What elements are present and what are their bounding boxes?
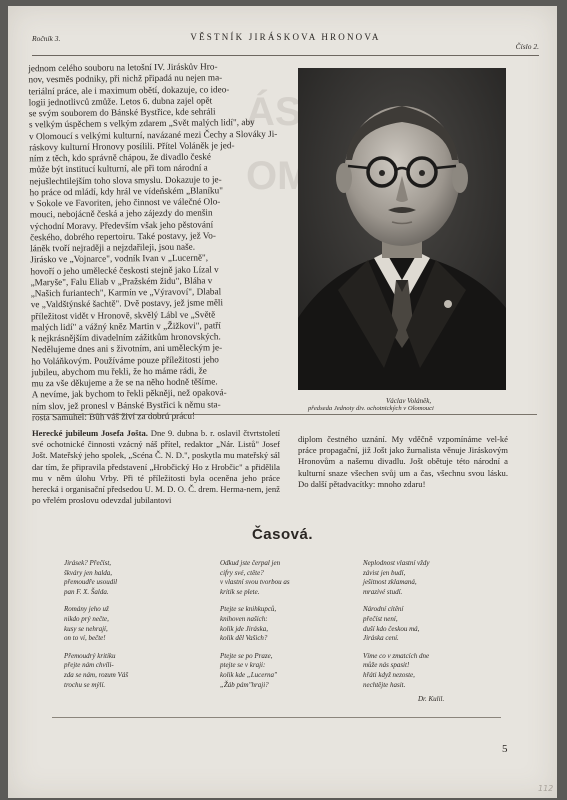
article-line: českého, dobrého repertoiru. Také postavy, jež Vo- [30,230,216,243]
poem-stanza [64,605,194,643]
poem-line: on to ví, bečte! [64,634,106,643]
poem-column-1 [64,559,194,698]
article-line: v Olomoucí s velkými kulturní, navázané mezi Čechy a Slováky Ji- [28,128,278,141]
article-line: „Našich furiantech", Karmín ve „Výravoví", Dlabal [30,286,222,299]
poem-stanza [220,652,350,690]
poem-line: trochu se mýlí. [64,680,106,689]
issue-label: Číslo 2. [515,42,539,51]
poem-line: zda se nám, rozum Váš [64,670,129,679]
poem-line: přejte nám chvíli- [64,661,114,670]
bleed-through-shadow: ÁS [246,90,302,134]
jubilee-article [32,428,280,506]
poem-stanza [220,605,350,643]
photo-caption-role: předseda Jednoty div. ochotnických v Olomouci [308,405,434,412]
portrait-illustration [298,68,506,390]
article-line: jubileu, abychom mu řekli, že ho máme rádi, že [31,365,207,378]
poem-line: přemoudře usoudil [64,578,118,587]
article-line: příležitost vidět v Hronově, skvělý Lábl ve „Světě [30,308,216,321]
article-line: nov, vesměs podniky, při nichž připadá nu nejen ma- [28,72,223,85]
poem-line: Ptejte se po Praze, [220,651,273,660]
article-line: ráskovy kulturní Hronovy posílili. Přítel Voláněk je jed- [29,139,235,153]
article-line: rosta Samuhel: Bůh váš živí za dobrú prácu! [31,410,196,423]
poem-line: nechtějte hasit. [363,680,406,689]
poem-line: kolik děl Vašich? [220,634,268,643]
article-line: s velkým úspěchem s velkým zdarem „Svět malých lidí", aby [28,117,255,130]
jubilee-body: Dne 9. dubna b. r. oslavil čtvrtstoletí své ochotnické činnosti vzácný náš přítel, redaktor „Nár. Listů" Josef Jošt. Mateřský jeho spolek, „Scéna Č. N. D.", poskytla mu mateřský sál dar tím, že připravila představení „Hrobčický Ho z Hrobčic" a přidělila mu v něm úlohu Vrby. Při té příležitosti byla oceněna jeho práce herecká i organisační předsedou U. M. D. O. Č. drem. Herma-nem, jenž po vřelém proslovu odevzdal jubilantovi [32,428,280,506]
poem-line: duší kdo českou má, [363,624,420,633]
poem-line: Ptejte se knihkupců, [220,605,277,614]
article-line: logii jednotlivců zmůže. Letos 6. dubna zajel opět [28,95,213,108]
poem-stanza [220,559,350,597]
poem-line: pan F. X. Šalda. [64,587,109,596]
poem-line: kusy se nehrají, [64,624,108,633]
poem-stanza [363,559,513,597]
article-line: může být institucí kulturní, ale při tom národní a [29,162,208,175]
poem-line: knihoven našich: [220,614,268,623]
volume-label: Ročník 3. [32,34,61,43]
poem-stanza [363,652,513,690]
bottom-divider [52,717,501,718]
article-line: Jirásko ve „Vojnarce", vodník Ivan v „Lucerně", [30,252,209,265]
photo-caption-name: Václav Voláněk, [386,397,432,405]
article-line: východní Moravy. Především však jeho pěstování [29,218,214,231]
poem-line: „Žáb pám"hraji? [220,680,269,689]
poem-line: v vlastní svou tvorbou as [220,578,290,587]
poem-line: Romány jeho už [64,605,109,614]
portrait-photo [298,68,506,390]
poem-line: Národní cítění [363,605,404,614]
poem-line: kritik se plete. [220,587,260,596]
poem-column-3 [363,559,513,698]
poem-signature: Dr. Kulil. [418,695,445,703]
page-number: 5 [502,743,508,755]
running-header [32,28,539,56]
poem-line: kolik kde „Lucerna" [220,670,277,679]
poem-line: Jiráska cení. [363,634,399,643]
article-line: ho Voláňkovým. Používáme pouze příležitosti jeho [31,353,219,366]
article-line: „Maryše", Falu Eliab v „Pražském židu", Bláha v [30,275,213,288]
article-line: ním slov, jež pronesl v Bánské Bystřici k němu sta- [31,398,221,411]
poem-stanza [64,559,194,597]
poem-line: škváry jen halda, [64,568,113,577]
poem-line: Neplodnost vlastní vždy [363,559,430,567]
article-line: nejušlechtilejším toho slova smyslu. Dokazuje to je- [29,173,222,186]
article-line: hovoří o jeho umělecké českosti stejně jako Lízal v [30,263,219,276]
poem-line: Odkud jste čerpal jen [220,559,281,567]
poem-column-2 [220,559,350,698]
article-line: se svým souborem do Bánské Bystřice, kde sehráli [28,106,216,119]
poem-line: Víme co v zmatcích dne [363,651,430,660]
article-line: k nejkrásnějším divadelním zážitkům hronovských. [31,331,221,344]
article-line: ho práce od mládí, kdy hrál ve vídeňském „Blaníku" [29,185,223,198]
poem-line: hřáti když nezoste, [363,670,415,679]
poem-line: Přemoudrý kritiku [64,651,116,660]
bleed-through-shadow: OM [246,154,311,198]
poem-title: Časová. [251,526,314,543]
poem-line: nikdo prý nečte, [64,614,109,623]
article-line: A nevíme, jak bychom to řekli pěkněji, než opaková- [31,387,227,400]
poem-stanza [64,652,194,690]
poem-line: ptejte se v kraji: [220,661,266,670]
article-line: malých lidí" a vážný kněz Martin v „Žižkovi", patří [30,320,222,333]
article-line: teriální práce, ale i maximum obětí, dokazuje, co ideo- [28,83,230,96]
periodical-title: VĚSTNÍK JIRÁSKOVA HRONOVA [190,32,381,42]
poem-line: cifry své, ctěte? [220,568,264,577]
article-line: v Sokole ve Favoriten, jeho činnost ve válečné Olo- [29,196,221,209]
poem-line: přečíst není, [363,614,398,623]
jubilee-continuation: diplom čestného uznání. My vděčně vzpomínáme vel-ké práce propagační, již Jošt jako žurnalista věnuje Jiráskovým Hronovům a našemu divadlu. Jošt obětuje této národní a kulturní snaze všechen svůj um a čas, všechnu svou lásku. Do další pětadvacítky: mnoho zdaru! [298,434,508,489]
jubilee-heading: Herecké jubileum Josefa Jošta. [32,428,148,438]
article-line: jednom celého souboru na letošní IV. Jiráskův Hro- [28,61,218,74]
article-line: mouci, nebojácně česká a jeho zájezdy do menšin [29,207,213,220]
article-line: láněk tvoří nejraději a nejzdařileji, jsou naše. [30,241,196,254]
poem-line: mrazivé studí. [363,587,403,596]
poem-line: může nás spasit! [363,661,410,670]
section-divider [32,414,537,415]
pencil-note: 112 [538,784,554,793]
article-line: Nedělujeme dnes ani s životním, ani uměleckým je- [31,342,223,355]
article-line: mu za vše děkujeme a že se na něho hodně těšíme. [31,376,218,389]
article-column [28,61,287,423]
article-line: ním z těch, kdo správně chápou, že divadlo české [29,151,211,164]
poem-stanza [363,605,513,643]
poem-line: Jirásek? Přečíst, [64,559,112,567]
page-sheet [8,6,557,798]
poem-line: závist jen budí, [363,568,406,577]
article-line: ve „Valdštýnské šachtě". Dvě postavy, jež jsme měli [30,297,224,310]
poem-line: ješitnost zklamaná, [363,578,417,587]
poem-line: kolik jde Jiráska, [220,624,269,633]
